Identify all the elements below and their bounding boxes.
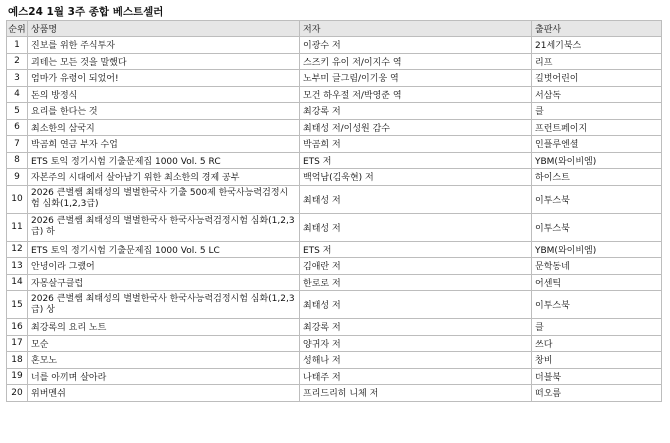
- rank-cell: 1: [7, 37, 28, 54]
- publisher-cell: 이투스북: [532, 291, 662, 319]
- table-row: [7, 319, 662, 336]
- rank-cell: 16: [7, 319, 28, 336]
- table-row: [7, 352, 662, 369]
- author-cell: 스즈키 유이 저/이지수 역: [300, 53, 532, 70]
- book-title-cell: 자몽살구클럽: [28, 274, 300, 291]
- rank-cell: 19: [7, 368, 28, 385]
- table-row: [7, 274, 662, 291]
- book-title-cell: 요리를 한다는 것: [28, 103, 300, 120]
- table-body: [7, 37, 662, 402]
- rank-cell: 11: [7, 213, 28, 241]
- book-title-cell: 위버멘쉬: [28, 385, 300, 402]
- book-title-cell: 혼모노: [28, 352, 300, 369]
- author-cell: ETS 저: [300, 152, 532, 169]
- table-row: [7, 70, 662, 87]
- publisher-cell: 하이스트: [532, 169, 662, 186]
- column-header-rank: 순위: [7, 21, 28, 37]
- book-title-cell: 최소한의 삼국지: [28, 119, 300, 136]
- publisher-cell: 프런트페이지: [532, 119, 662, 136]
- author-cell: 최강록 저: [300, 103, 532, 120]
- publisher-cell: 이투스북: [532, 213, 662, 241]
- publisher-cell: 떠오름: [532, 385, 662, 402]
- rank-cell: 3: [7, 70, 28, 87]
- bestseller-table: [6, 20, 662, 402]
- author-cell: 성해나 저: [300, 352, 532, 369]
- rank-cell: 12: [7, 241, 28, 258]
- book-title-cell: 2026 큰별쌤 최태성의 별별한국사 한국사능력검정시험 심화(1,2,3급) 하: [28, 213, 300, 241]
- author-cell: 최태성 저: [300, 213, 532, 241]
- rank-cell: 9: [7, 169, 28, 186]
- book-title-cell: 진보를 위한 주식투자: [28, 37, 300, 54]
- rank-cell: 6: [7, 119, 28, 136]
- table-row: [7, 291, 662, 319]
- table-row: [7, 103, 662, 120]
- author-cell: ETS 저: [300, 241, 532, 258]
- rank-cell: 14: [7, 274, 28, 291]
- author-cell: 박곰희 저: [300, 136, 532, 153]
- column-header-title: 상품명: [28, 21, 300, 37]
- book-title-cell: 자본주의 시대에서 살아남기 위한 최소한의 경제 공부: [28, 169, 300, 186]
- table-row: [7, 385, 662, 402]
- book-title-cell: 돈의 방정식: [28, 86, 300, 103]
- book-title-cell: 박곰희 연금 부자 수업: [28, 136, 300, 153]
- table-header-row: [7, 21, 662, 37]
- book-title-cell: 2026 큰별쌤 최태성의 별별한국사 기출 500제 한국사능력검정시험 심화(1,2,3급): [28, 185, 300, 213]
- table-row: [7, 53, 662, 70]
- author-cell: 최태성 저: [300, 291, 532, 319]
- book-title-cell: 2026 큰별쌤 최태성의 별별한국사 한국사능력검정시험 심화(1,2,3급) 상: [28, 291, 300, 319]
- author-cell: 백억남(김욱현) 저: [300, 169, 532, 186]
- table-row: [7, 169, 662, 186]
- publisher-cell: YBM(와이비엠): [532, 152, 662, 169]
- author-cell: 최태성 저/이성원 감수: [300, 119, 532, 136]
- publisher-cell: 클: [532, 103, 662, 120]
- publisher-cell: 이투스북: [532, 185, 662, 213]
- author-cell: 양귀자 저: [300, 335, 532, 352]
- publisher-cell: 길벗어린이: [532, 70, 662, 87]
- table-row: [7, 241, 662, 258]
- table-row: [7, 368, 662, 385]
- table-row: [7, 258, 662, 275]
- table-row: [7, 37, 662, 54]
- book-title-cell: ETS 토익 정기시험 기출문제집 1000 Vol. 5 LC: [28, 241, 300, 258]
- publisher-cell: 창비: [532, 352, 662, 369]
- author-cell: 모건 하우절 저/박영준 역: [300, 86, 532, 103]
- column-header-author: 저자: [300, 21, 532, 37]
- author-cell: 최태성 저: [300, 185, 532, 213]
- table-row: [7, 335, 662, 352]
- author-cell: 한로로 저: [300, 274, 532, 291]
- book-title-cell: 너를 아끼며 살아라: [28, 368, 300, 385]
- rank-cell: 4: [7, 86, 28, 103]
- rank-cell: 20: [7, 385, 28, 402]
- rank-cell: 18: [7, 352, 28, 369]
- publisher-cell: 인플루엔셜: [532, 136, 662, 153]
- rank-cell: 2: [7, 53, 28, 70]
- book-title-cell: ETS 토익 정기시험 기출문제집 1000 Vol. 5 RC: [28, 152, 300, 169]
- publisher-cell: 어센틱: [532, 274, 662, 291]
- publisher-cell: 리프: [532, 53, 662, 70]
- table-row: [7, 185, 662, 213]
- publisher-cell: 21세기북스: [532, 37, 662, 54]
- rank-cell: 7: [7, 136, 28, 153]
- rank-cell: 15: [7, 291, 28, 319]
- book-title-cell: 엄마가 유령이 되었어!: [28, 70, 300, 87]
- publisher-cell: 클: [532, 319, 662, 336]
- author-cell: 나태주 저: [300, 368, 532, 385]
- author-cell: 이광수 저: [300, 37, 532, 54]
- author-cell: 노부미 글그림/이기웅 역: [300, 70, 532, 87]
- publisher-cell: 더블북: [532, 368, 662, 385]
- author-cell: 프리드리히 니체 저: [300, 385, 532, 402]
- table-row: [7, 136, 662, 153]
- rank-cell: 17: [7, 335, 28, 352]
- author-cell: 최강록 저: [300, 319, 532, 336]
- publisher-cell: 쓰다: [532, 335, 662, 352]
- table-row: [7, 86, 662, 103]
- book-title-cell: 괴테는 모든 것을 말했다: [28, 53, 300, 70]
- publisher-cell: 문학동네: [532, 258, 662, 275]
- rank-cell: 13: [7, 258, 28, 275]
- book-title-cell: 최강록의 요리 노트: [28, 319, 300, 336]
- table-row: [7, 152, 662, 169]
- rank-cell: 8: [7, 152, 28, 169]
- book-title-cell: 모순: [28, 335, 300, 352]
- book-title-cell: 안녕이라 그랬어: [28, 258, 300, 275]
- table-row: [7, 119, 662, 136]
- rank-cell: 10: [7, 185, 28, 213]
- publisher-cell: YBM(와이비엠): [532, 241, 662, 258]
- rank-cell: 5: [7, 103, 28, 120]
- publisher-cell: 서삼독: [532, 86, 662, 103]
- column-header-publisher: 출판사: [532, 21, 662, 37]
- author-cell: 김애란 저: [300, 258, 532, 275]
- page-title: 예스24 1월 3주 종합 베스트셀러: [8, 6, 164, 18]
- table-row: [7, 213, 662, 241]
